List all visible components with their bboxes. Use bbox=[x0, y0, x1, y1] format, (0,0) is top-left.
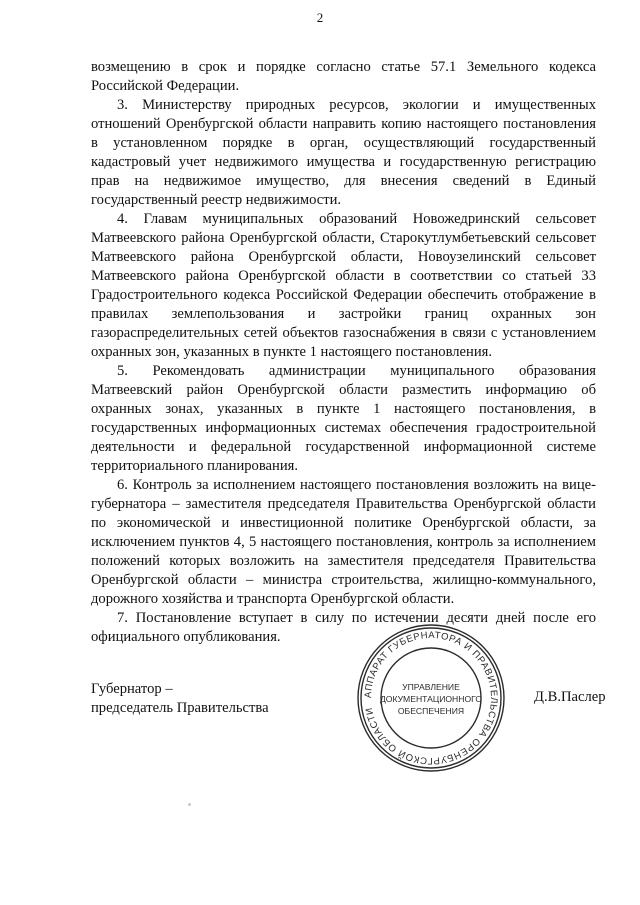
signatory-title-line1: Губернатор – bbox=[91, 681, 173, 697]
scan-speck bbox=[188, 803, 191, 806]
seal-center-line1: УПРАВЛЕНИЕ bbox=[402, 682, 460, 692]
signatory-name: Д.В.Паслер bbox=[534, 689, 606, 705]
official-seal-stamp bbox=[355, 622, 507, 774]
seal-center-line2: ДОКУМЕНТАЦИОННОГО bbox=[379, 694, 483, 704]
seal-center-line3: ОБЕСПЕЧЕНИЯ bbox=[397, 706, 465, 716]
paragraph-7: 7. Постановление вступает в силу по истечении десяти дней после его официального опубликования. bbox=[91, 610, 596, 645]
paragraph-6: 6. Контроль за исполнением настоящего постановления возложить на вице-губернатора – заместителя председателя Правительства Оренбургской области по экономической и инвестиционной политике Оренбургской области, за исключением пунктов 4, 5 настоящего постановления, контроль за исполнением положений которых возложить на заместителя председателя Правительства Оренбургской области – министра строительства, жилищно-коммунального, дорожного хозяйства и транспорта Оренбургской области. bbox=[91, 477, 596, 607]
paragraph-5: 5. Рекомендовать администрации муниципального образования Матвеевский район Оренбургской области разместить информацию об охранных зонах, указанных в пункте 1 настоящего постановления, в государственных информационных системах обеспечения градостроительной деятельности и федеральной государственной информационной системе территориального планирования. bbox=[91, 363, 596, 474]
seal-ring-text: АППАРАТ ГУБЕРНАТОРА И ПРАВИТЕЛЬСТВА ОРЕНБУРГСКОЙ ОБЛАСТИ bbox=[362, 629, 500, 767]
signatory-title-line2: председатель Правительства bbox=[91, 700, 269, 716]
paragraph-continuation: возмещению в срок и порядке согласно статье 57.1 Земельного кодекса Российской Федерации. bbox=[91, 59, 596, 94]
signatory-title bbox=[91, 680, 269, 718]
document-body bbox=[91, 58, 596, 647]
paragraph-4: 4. Главам муниципальных образований Новожедринский сельсовет Матвеевского района Оренбургской области, Старокутлумбетьевский сельсовет Матвеевского района Оренбургской области, Новоузелинский сельсовет Матвеевского района Оренбургской области в соответствии со статьей 33 Градостроительного кодекса Российской Федерации обеспечить отображение в правилах землепользования и застройки границ охранных зон газораспределительных сетей объектов газоснабжения в связи с установлением охранных зон, указанных в пункте 1 настоящего постановления. bbox=[91, 211, 596, 360]
paragraph-3: 3. Министерству природных ресурсов, экологии и имущественных отношений Оренбургской области направить копию настоящего постановления в установленном порядке в орган, осуществляющий государственный кадастровый учет недвижимого имущества и государственную регистрацию прав на недвижимое имущество, для внесения сведений в Единый государственный реестр недвижимости. bbox=[91, 97, 596, 208]
page-number: 2 bbox=[316, 10, 324, 25]
